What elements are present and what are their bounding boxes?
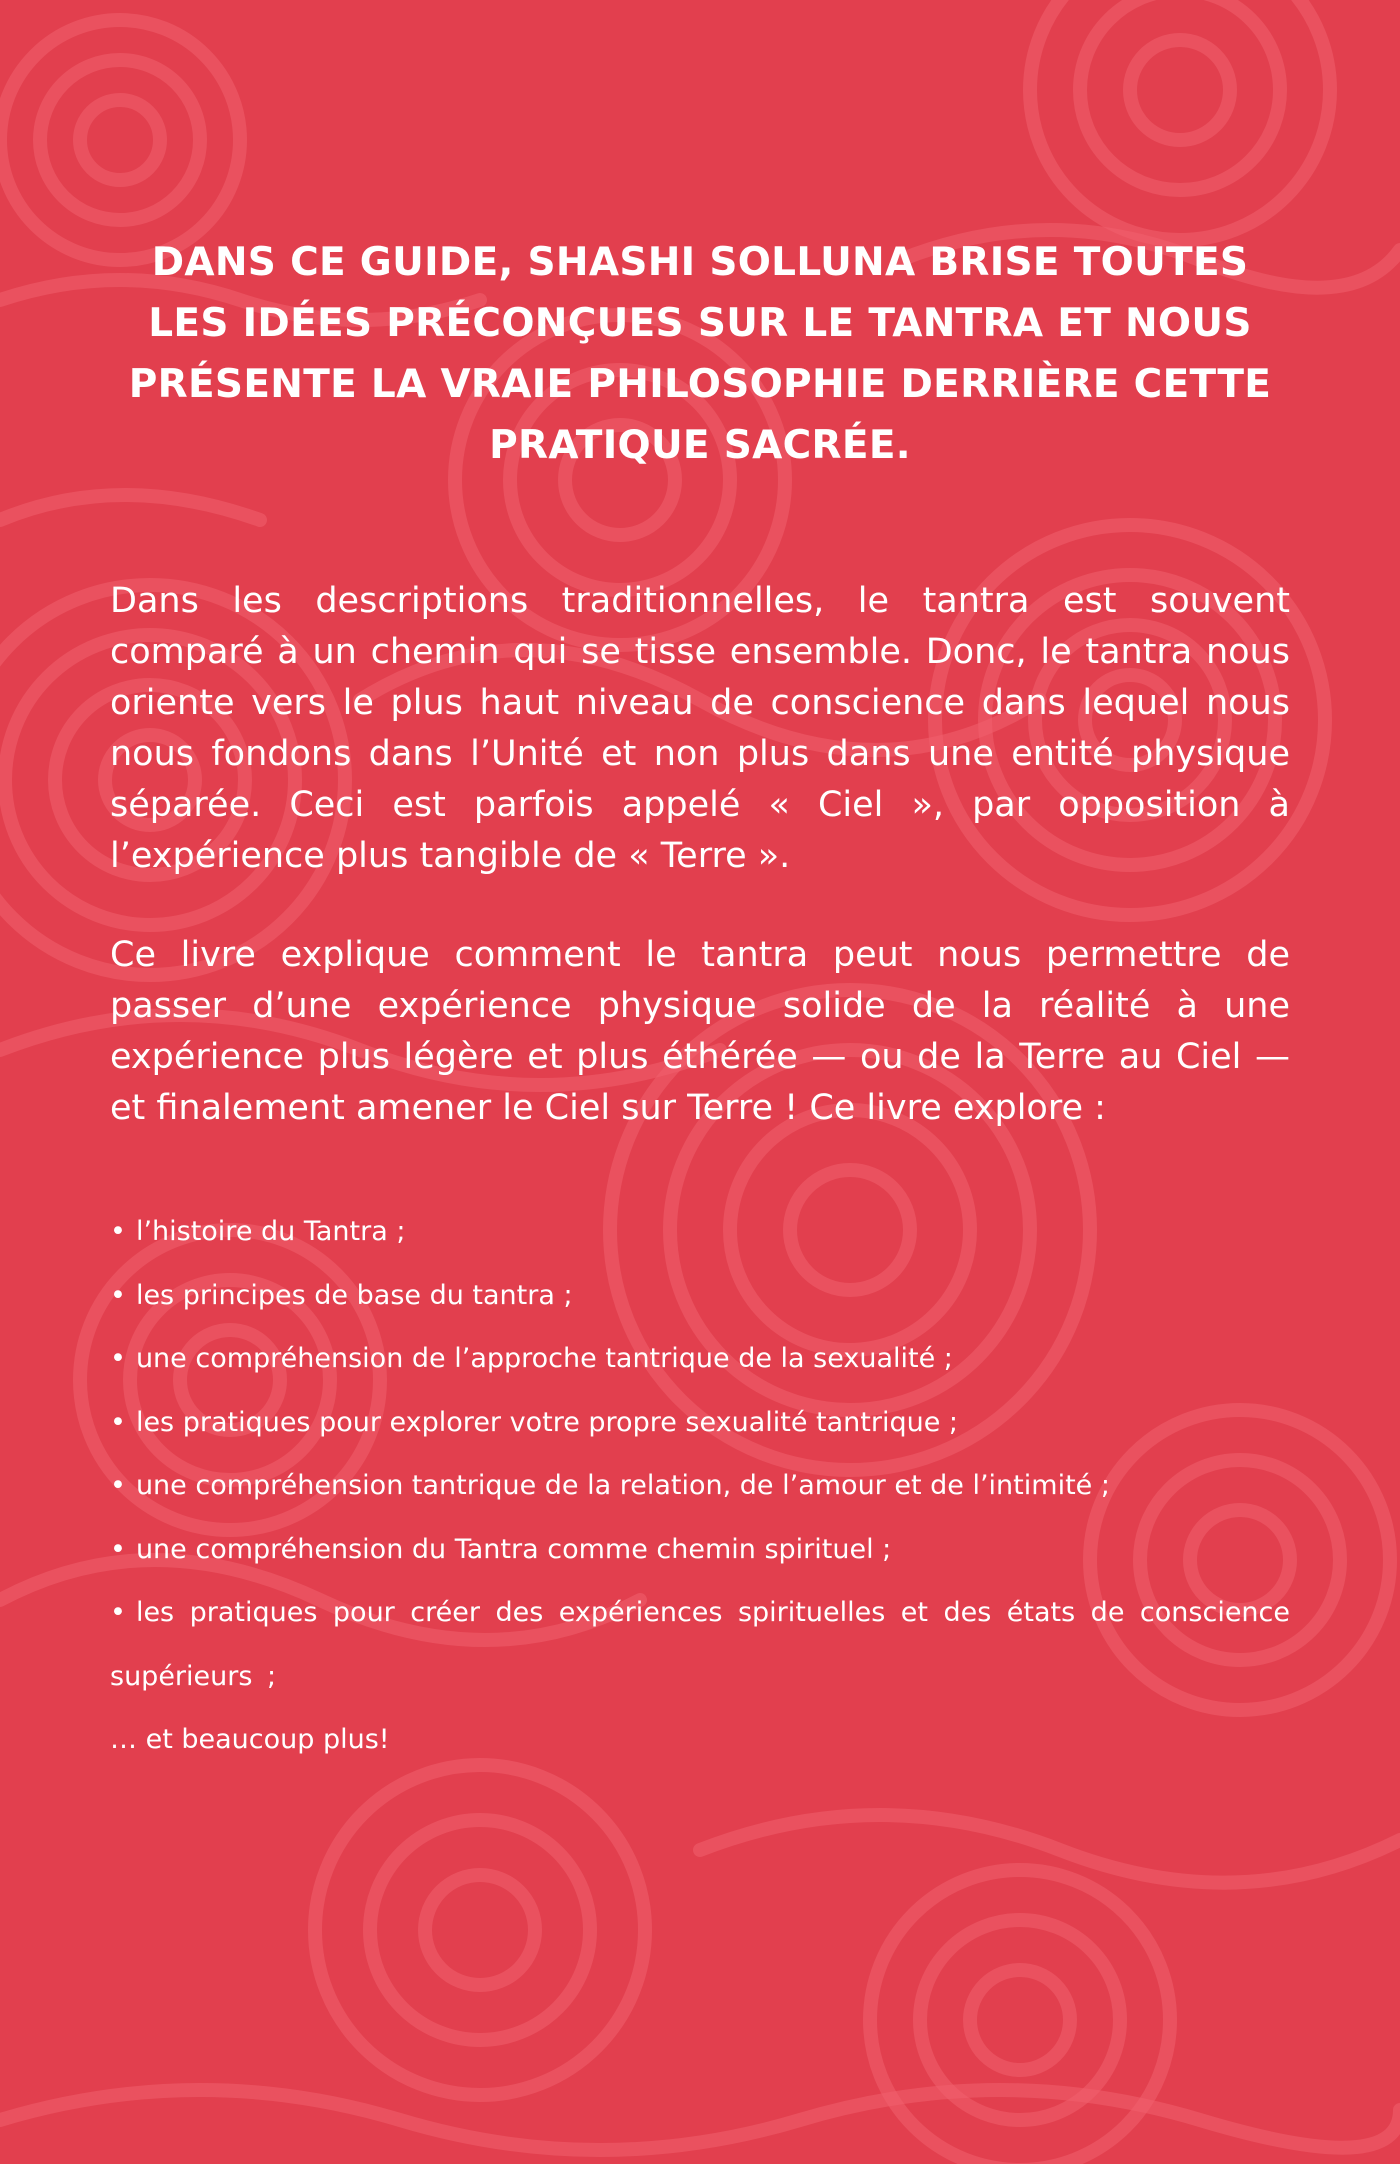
list-item xyxy=(110,1264,1290,1328)
closing-line: … et beaucoup plus! xyxy=(110,1724,390,1755)
list-item-text: une compréhension tantrique de la relation, de l’amour et de l’intimité ; xyxy=(135,1470,1110,1501)
bullet-icon: • xyxy=(110,1279,126,1311)
bullet-icon: • xyxy=(110,1533,126,1565)
list-item-text: une compréhension de l’approche tantrique de la sexualité ; xyxy=(135,1343,953,1374)
bullet-icon: • xyxy=(110,1343,126,1374)
list-item-text: les pratiques pour créer des expériences spirituelles et des états de conscience supérieurs ; xyxy=(110,1597,1290,1692)
bullet-icon: • xyxy=(110,1597,126,1628)
list-item xyxy=(110,1518,1290,1582)
topic-list xyxy=(110,1200,1290,1708)
list-item xyxy=(110,1200,1290,1264)
list-item-text: les pratiques pour explorer votre propre sexualité tantrique ; xyxy=(135,1406,959,1438)
list-item xyxy=(110,1581,1290,1708)
list-item xyxy=(110,1454,1290,1518)
intro-paragraph: Dans les descriptions traditionnelles, le tantra est souvent comparé à un chemin qui se tisse ensemble. Donc, le tantra nous oriente vers le plus haut niveau de conscience dans lequel nous nous fondons dans l’Unité et non plus dans une entité physique séparée. Ceci est parfois appelé « Ciel », par opposition à l’expérience plus tangible de « Terre ». xyxy=(110,581,1290,876)
list-item-text: l’histoire du Tantra ; xyxy=(135,1216,406,1247)
list-item-text: une compréhension du Tantra comme chemin spirituel ; xyxy=(135,1533,892,1565)
bullet-icon: • xyxy=(110,1406,126,1438)
list-item xyxy=(110,1327,1290,1391)
bullet-icon: • xyxy=(110,1216,126,1247)
list-item xyxy=(110,1391,1290,1455)
list-item-text: les principes de base du tantra ; xyxy=(135,1279,573,1311)
headline: DANS CE GUIDE, SHASHI SOLLUNA BRISE TOUTES LES IDÉES PRÉCONÇUES SUR LE TANTRA ET NOUS PRÉSENTE LA VRAIE PHILOSOPHIE DERRIÈRE CETTE PRATIQUE SACRÉE. xyxy=(128,240,1272,468)
bullet-icon: • xyxy=(110,1470,126,1501)
explore-paragraph: Ce livre explique comment le tantra peut nous permettre de passer d’une expérience physique solide de la réalité à une expérience plus légère et plus éthérée — ou de la Terre au Ciel — et finalement amener le Ciel sur Terre ! Ce livre explore : xyxy=(110,935,1290,1128)
swirl-bottom xyxy=(0,1765,1400,2164)
